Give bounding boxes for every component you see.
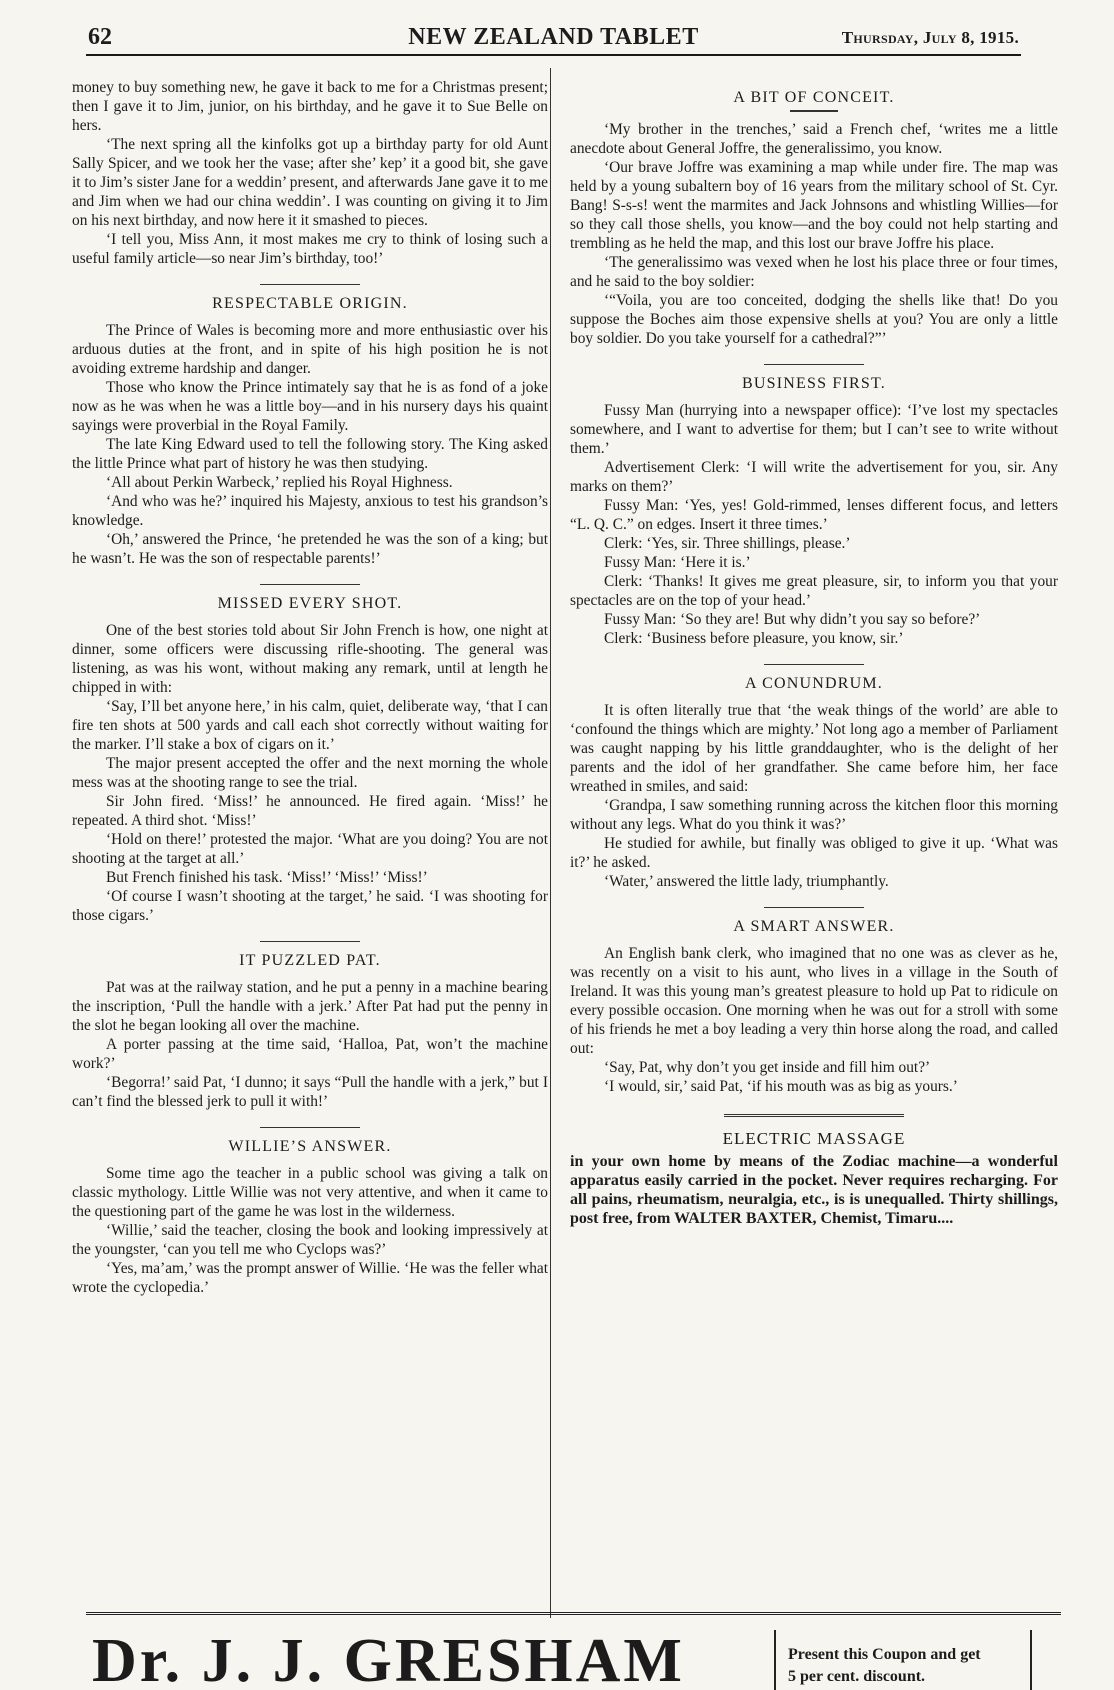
paragraph: ‘Yes, ma’am,’ was the prompt answer of Willie. ‘He was the feller what wrote the cyclopedia.’ (72, 1260, 548, 1296)
paragraph: ‘Begorra!’ said Pat, ‘I dunno; it says “Pull the handle with a jerk,” but I can’t find the blessed jerk to pull it with!’ (72, 1074, 548, 1110)
coupon-box (774, 1630, 1032, 1690)
paragraph: It is often literally true that ‘the weak things of the world’ are able to ‘confound the things which are mighty.’ Not long ago a member of Parliament was caught napping by his little granddaughter, who is the delight of her parents and the idol of her grandfather. She came before him, her face wreathed in smiles, and said: (570, 702, 1058, 795)
paragraph: Pat was at the railway station, and he put a penny in a machine bearing the inscription, ‘Pull the handle with a jerk.’ After Pat had put the penny in the slot he began looking all over the machine. (72, 979, 548, 1034)
paragraph: money to buy something new, he gave it back to me for a Christmas present; then I gave it to Jim, junior, on his birthday, and he gave it to Sue Belle on hers. (72, 79, 548, 134)
paragraph: An English bank clerk, who imagined that no one was as clever as he, was recently on a visit to his aunt, who lives in a village in the South of Ireland. It was this young man’s greatest pleasure to hold up Pat to ridicule on every possible occasion. One morning when he was out for a stroll with some of his friends he met a boy leading a very thin horse along the road, and called out: (570, 945, 1058, 1057)
article-heading: A SMART ANSWER. (570, 907, 1058, 936)
article-heading: RESPECTABLE ORIGIN. (72, 284, 548, 313)
paragraph: Fussy Man: ‘Yes, yes! Gold-rimmed, lenses different focus, and letters “L. Q. C.” on edges. Insert it three times.’ (570, 497, 1058, 533)
paragraph: Clerk: ‘Thanks! It gives me great pleasure, sir, to inform you that your spectacles are on the top of your head.’ (570, 573, 1058, 609)
advertisement-title: ELECTRIC MASSAGE (722, 1129, 906, 1148)
left-column (72, 78, 548, 1297)
paragraph: ‘I tell you, Miss Ann, it most makes me cry to think of losing such a useful family article—so near Jim’s birthday, too!’ (72, 231, 548, 267)
coupon-line: 5 per cent. discount. (788, 1668, 926, 1685)
article-heading: MISSED EVERY SHOT. (72, 584, 548, 613)
paragraph: Sir John fired. ‘Miss!’ he announced. He fired again. ‘Miss!’ he repeated. A third shot. ‘Miss!’ (72, 793, 548, 829)
paragraph: Fussy Man (hurrying into a newspaper office): ‘I’ve lost my spectacles somewhere, and I want to advertise for them; but I can’t see to write without them.’ (570, 402, 1058, 457)
masthead (86, 24, 1021, 56)
paragraph: ‘Of course I wasn’t shooting at the target,’ he said. ‘I was shooting for those cigars.’ (72, 888, 548, 924)
paragraph: ‘Oh,’ answered the Prince, ‘he pretended he was the son of a king; but he wasn’t. He was the son of respectable parents!’ (72, 531, 548, 567)
banner-text: Dr. J. J. GRESHAM (92, 1630, 685, 1690)
column-divider (550, 68, 551, 1618)
advertisement-rule (724, 1114, 904, 1119)
gresham-banner (92, 1630, 762, 1690)
paragraph: A porter passing at the time said, ‘Halloa, Pat, won’t the machine work?’ (72, 1036, 548, 1072)
article-heading: BUSINESS FIRST. (570, 364, 1058, 393)
article-heading: WILLIE’S ANSWER. (72, 1127, 548, 1156)
page-number: 62 (88, 24, 112, 50)
paragraph: Those who know the Prince intimately say that he is as fond of a joke now as he was when he was a little boy—and in his nursery days his quaint sayings were proverbial in the Royal Family. (72, 379, 548, 434)
footer-rule (86, 1612, 1061, 1618)
paragraph: ‘Our brave Joffre was examining a map while under fire. The map was held by a young subaltern boy of 16 years from the military school of St. Cyr. Bang! S-s-s! went the marmites and Jack Johnsons and whistling Willies—for so they call those shells, you know—and the boy could not help starting and trembling as he held the map, and this lost our brave Joffre his place. (570, 159, 1058, 252)
paragraph: ‘Say, Pat, why don’t you get inside and fill him out?’ (604, 1059, 931, 1076)
coupon-line: Present this Coupon and get (788, 1646, 981, 1663)
paragraph: Fussy Man: ‘Here it is.’ (604, 554, 751, 571)
paragraph: ‘And who was he?’ inquired his Majesty, anxious to test his grandson’s knowledge. (72, 493, 548, 529)
paragraph: ‘I would, sir,’ said Pat, ‘if his mouth was as big as yours.’ (604, 1078, 958, 1095)
paragraph: ‘Say, I’ll bet anyone here,’ in his calm, quiet, deliberate way, ‘that I can fire ten shots at 500 yards and call each shot correctly without waiting for the marker. I’ll stake a box of cigars on it.’ (72, 698, 548, 753)
article-heading: IT PUZZLED PAT. (72, 941, 548, 970)
publication-title: NEW ZEALAND TABLET (408, 24, 699, 50)
paragraph: The late King Edward used to tell the following story. The King asked the little Prince what part of history he was then studying. (72, 436, 548, 472)
paragraph: ‘Grandpa, I saw something running across the kitchen floor this morning without any legs. What do you think it was?’ (570, 797, 1058, 833)
paragraph: Advertisement Clerk: ‘I will write the advertisement for you, sir. Any marks on them?’ (570, 459, 1058, 495)
paragraph: ‘“Voila, you are too conceited, dodging the shells like that! Do you suppose the Boches aim those expensive shells at you? You are only a little boy soldier. Do you take yourself for a cathedral?”’ (570, 292, 1058, 347)
paragraph: ‘Water,’ answered the little lady, triumphantly. (604, 873, 889, 890)
paragraph: ‘The next spring all the kinfolks got up a birthday party for old Aunt Sally Spicer, and we took her the vase; after she’ kep’ it a good bit, she gave it to Jim’s sister Jane for a weddin’ present, and afterwards Jane gave it to me and Jim when we had our china weddin’. I was counting on giving it to Jim on his next birthday, and now here it it smashed to pieces. (72, 136, 548, 229)
paragraph: Clerk: ‘Business before pleasure, you know, sir.’ (604, 630, 904, 647)
advertisement-body: in your own home by means of the Zodiac machine—a wonderful apparatus easily carried in the pocket. Never requires recharging. For all pains, rheumatism, neuralgia, etc., is is unequalled. Thirty shillings, post free, from WALTER BAXTER, Chemist, Timaru.... (570, 1153, 1058, 1227)
paragraph: One of the best stories told about Sir John French is how, one night at dinner, some officers were discussing rifle-shooting. The general was listening, as was his wont, without making any remark, until at length he chipped in with: (72, 622, 548, 696)
paragraph: But French finished his task. ‘Miss!’ ‘Miss!’ ‘Miss!’ (106, 869, 428, 886)
paragraph: Clerk: ‘Yes, sir. Three shillings, please.’ (604, 535, 851, 552)
paragraph: ‘The generalissimo was vexed when he lost his place three or four times, and he said to the boy soldier: (570, 254, 1058, 290)
issue-date: Thursday, July 8, 1915. (841, 28, 1019, 47)
paragraph: ‘My brother in the trenches,’ said a French chef, ‘writes me a little anecdote about General Joffre, the generalissimo, you know. (570, 121, 1058, 157)
paragraph: ‘All about Perkin Warbeck,’ replied his Royal Highness. (106, 474, 453, 491)
article-heading: A CONUNDRUM. (570, 664, 1058, 693)
paragraph: The major present accepted the offer and the next morning the whole mess was at the shooting range to see the trial. (72, 755, 548, 791)
paragraph: Some time ago the teacher in a public school was giving a talk on classic mythology. Little Willie was not very attentive, and when it came to the questioning part of the game he was lost in the wilderness. (72, 1165, 548, 1220)
paragraph: ‘Hold on there!’ protested the major. ‘What are you doing? You are not shooting at the target at all.’ (72, 831, 548, 867)
paragraph: He studied for awhile, but finally was obliged to give it up. ‘What was it?’ he asked. (570, 835, 1058, 871)
article-heading: A BIT OF CONCEIT. (570, 78, 1058, 112)
paragraph: ‘Willie,’ said the teacher, closing the book and looking impressively at the youngster, ‘can you tell me who Cyclops was?’ (72, 1222, 548, 1258)
right-column (570, 78, 1058, 1228)
paragraph: Fussy Man: ‘So they are! But why didn’t you say so before?’ (604, 611, 981, 628)
paragraph: The Prince of Wales is becoming more and more enthusiastic over his arduous duties at the front, and in spite of his high position he is not avoiding extreme hardship and danger. (72, 322, 548, 377)
